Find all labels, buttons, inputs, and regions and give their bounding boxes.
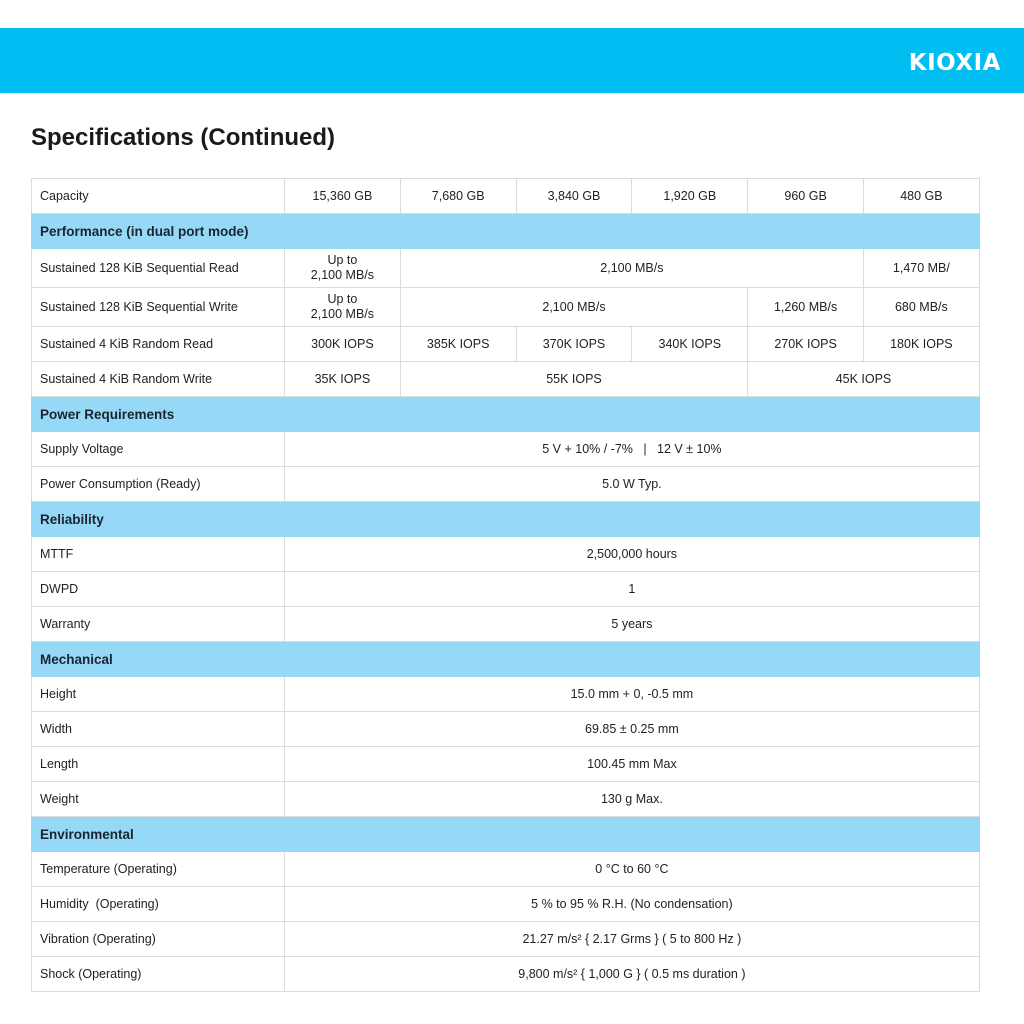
row-label: Capacity xyxy=(32,179,285,214)
table-row xyxy=(32,887,980,922)
row-label: Length xyxy=(32,747,285,782)
page-title: Specifications (Continued) xyxy=(31,124,336,151)
value-cell: 55K IOPS xyxy=(400,362,747,397)
specifications-table xyxy=(31,178,980,992)
value-cell: 0 °C to 60 °C xyxy=(285,852,980,887)
row-label: Humidity (Operating) xyxy=(32,887,285,922)
value-cell: 100.45 mm Max xyxy=(285,747,980,782)
value-cell: 35K IOPS xyxy=(285,362,401,397)
value-cell: 5 years xyxy=(285,607,980,642)
table-row xyxy=(32,852,980,887)
table-row-capacity xyxy=(32,179,980,214)
value-cell: 2,500,000 hours xyxy=(285,537,980,572)
value-cell: 5 V + 10% / -7% | 12 V ± 10% xyxy=(285,432,980,467)
row-label: Supply Voltage xyxy=(32,432,285,467)
section-heading: Reliability xyxy=(32,502,980,537)
capacity-cell: 1,920 GB xyxy=(632,179,748,214)
value-cell: 680 MB/s xyxy=(863,288,979,327)
value-cell: 5.0 W Typ. xyxy=(285,467,980,502)
value-cell: 45K IOPS xyxy=(748,362,980,397)
table-row-rand-read xyxy=(32,327,980,362)
table-row-seq-read xyxy=(32,249,980,288)
row-label: Power Consumption (Ready) xyxy=(32,467,285,502)
table-row xyxy=(32,922,980,957)
table-row xyxy=(32,747,980,782)
capacity-cell: 7,680 GB xyxy=(400,179,516,214)
value-line: Up to xyxy=(327,253,358,267)
value-cell xyxy=(285,249,401,288)
value-cell: 180K IOPS xyxy=(863,327,979,362)
value-cell: 1,470 MB/ xyxy=(863,249,979,288)
value-cell: 1,260 MB/s xyxy=(748,288,864,327)
section-header-power xyxy=(32,397,980,432)
value-cell: 300K IOPS xyxy=(285,327,401,362)
table-row xyxy=(32,467,980,502)
table-row-rand-write xyxy=(32,362,980,397)
section-heading: Performance (in dual port mode) xyxy=(32,214,980,249)
value-cell: 130 g Max. xyxy=(285,782,980,817)
value-cell: 69.85 ± 0.25 mm xyxy=(285,712,980,747)
section-header-environmental xyxy=(32,817,980,852)
table-row xyxy=(32,782,980,817)
value-cell: 21.27 m/s² { 2.17 Grms } ( 5 to 800 Hz ) xyxy=(285,922,980,957)
value-cell: 385K IOPS xyxy=(400,327,516,362)
table-row-seq-write xyxy=(32,288,980,327)
row-label: Weight xyxy=(32,782,285,817)
row-label: Sustained 4 KiB Random Write xyxy=(32,362,285,397)
kioxia-logo: KIOXIA xyxy=(908,50,1001,76)
value-cell: 1 xyxy=(285,572,980,607)
value-cell: 340K IOPS xyxy=(632,327,748,362)
value-cell: 5 % to 95 % R.H. (No condensation) xyxy=(285,887,980,922)
section-heading: Mechanical xyxy=(32,642,980,677)
value-line: 2,100 MB/s xyxy=(310,307,375,321)
row-label: MTTF xyxy=(32,537,285,572)
table-row xyxy=(32,572,980,607)
value-cell xyxy=(285,288,401,327)
value-line: Up to xyxy=(327,292,358,306)
capacity-cell: 15,360 GB xyxy=(285,179,401,214)
table-row xyxy=(32,607,980,642)
row-label: Height xyxy=(32,677,285,712)
row-label: Sustained 128 KiB Sequential Write xyxy=(32,288,285,327)
table-row xyxy=(32,712,980,747)
row-label: Vibration (Operating) xyxy=(32,922,285,957)
capacity-cell: 480 GB xyxy=(863,179,979,214)
section-heading: Power Requirements xyxy=(32,397,980,432)
section-header-reliability xyxy=(32,502,980,537)
value-cell: 370K IOPS xyxy=(516,327,632,362)
row-label: Temperature (Operating) xyxy=(32,852,285,887)
capacity-cell: 3,840 GB xyxy=(516,179,632,214)
value-cell: 2,100 MB/s xyxy=(400,249,863,288)
capacity-cell: 960 GB xyxy=(748,179,864,214)
section-header-mechanical xyxy=(32,642,980,677)
table-row xyxy=(32,677,980,712)
table-row xyxy=(32,432,980,467)
row-label: DWPD xyxy=(32,572,285,607)
row-label: Shock (Operating) xyxy=(32,957,285,992)
value-cell: 9,800 m/s² { 1,000 G } ( 0.5 ms duration ) xyxy=(285,957,980,992)
row-label: Sustained 4 KiB Random Read xyxy=(32,327,285,362)
section-header-performance xyxy=(32,214,980,249)
value-cell: 2,100 MB/s xyxy=(400,288,747,327)
value-cell: 15.0 mm + 0, -0.5 mm xyxy=(285,677,980,712)
section-heading: Environmental xyxy=(32,817,980,852)
header-banner xyxy=(0,28,1024,93)
row-label: Width xyxy=(32,712,285,747)
table-row xyxy=(32,957,980,992)
table-row xyxy=(32,537,980,572)
row-label: Sustained 128 KiB Sequential Read xyxy=(32,249,285,288)
value-line: 2,100 MB/s xyxy=(310,268,375,282)
value-cell: 270K IOPS xyxy=(748,327,864,362)
row-label: Warranty xyxy=(32,607,285,642)
